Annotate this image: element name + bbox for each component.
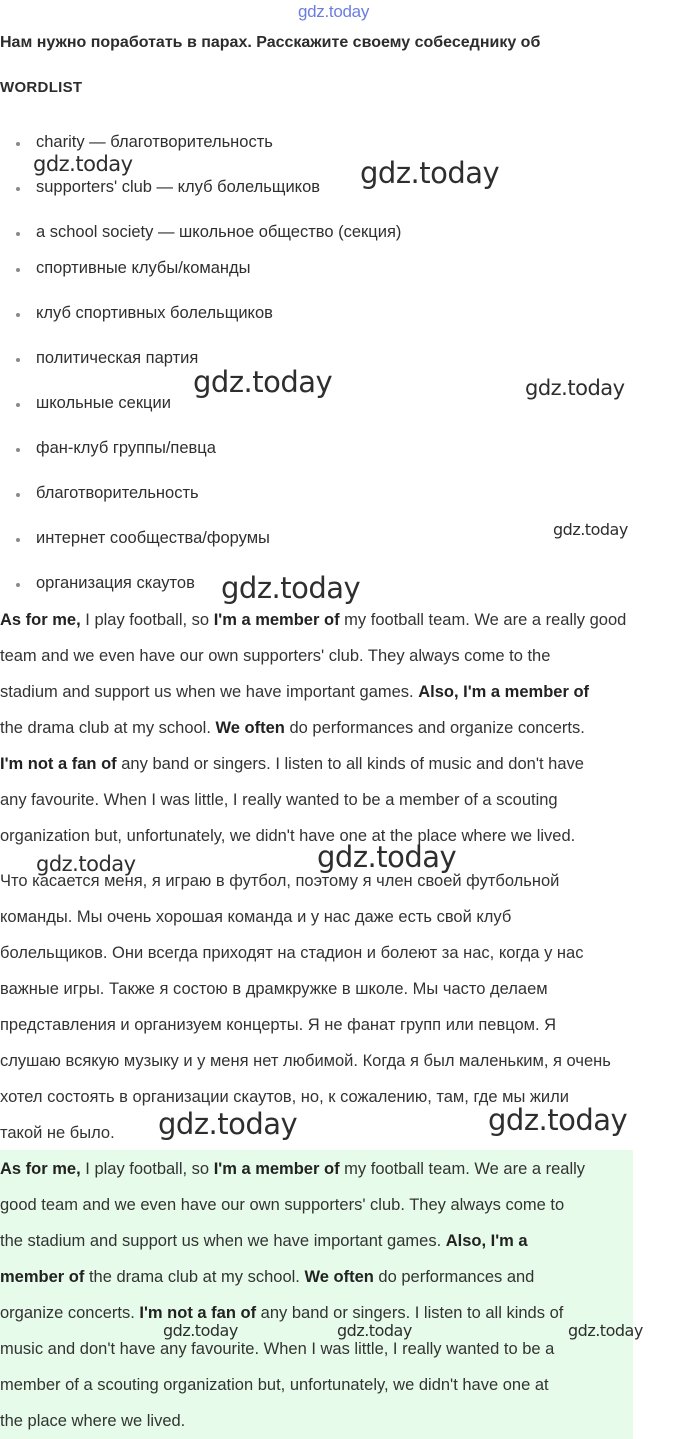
watermark: gdz.today — [36, 852, 136, 876]
bold-phrase: As for me, — [0, 1160, 81, 1178]
answer-line — [0, 1151, 633, 1187]
translation-line: слушаю всякую музыку и у меня нет любимой. Когда я был маленьким, я очень — [0, 1052, 611, 1070]
list-item-text: благотворительность — [36, 484, 199, 502]
bullet-icon — [16, 493, 20, 497]
answer-line — [0, 1259, 633, 1295]
text-run: my football team. We are a really — [339, 1160, 586, 1178]
watermark: gdz.today — [568, 1321, 643, 1340]
list-item-text: школьные секции — [36, 394, 171, 412]
answer-line — [0, 638, 680, 674]
watermark: gdz.today — [525, 376, 625, 400]
list-item-text: организация скаутов — [36, 574, 195, 592]
answer-line — [0, 782, 680, 818]
watermark: gdz.today — [163, 1321, 238, 1340]
answer-line — [0, 710, 680, 746]
watermark: gdz.today — [337, 1321, 412, 1340]
watermark: gdz.today — [360, 156, 500, 190]
text-run: I play football, so — [80, 611, 214, 629]
bullet-icon — [16, 448, 20, 452]
bold-phrase: We often — [215, 719, 285, 737]
watermark: gdz.today — [158, 1107, 298, 1141]
translation-line: представления и организуем концерты. Я не фанат групп или певцом. Я — [0, 1016, 557, 1034]
text-run: any band or singers. I listen to all kinds of — [256, 1304, 564, 1322]
answer-line — [0, 1331, 633, 1367]
translation-line: такой не было. — [0, 1124, 115, 1142]
list-item-text: интернет сообщества/форумы — [36, 529, 270, 547]
translation-line: хотел состоять в организации скаутов, но, к сожалению, там, где мы жили — [0, 1088, 569, 1106]
translation-line: команды. Мы очень хорошая команда и у нас даже есть свой клуб — [0, 908, 512, 926]
list-item-text: спортивные клубы/команды — [36, 259, 251, 277]
answer-line — [0, 746, 680, 782]
bullet-icon — [16, 313, 20, 317]
answer-line — [0, 1367, 633, 1403]
list-item-text: клуб спортивных болельщиков — [36, 304, 273, 322]
bold-phrase: I'm a member of — [213, 611, 340, 629]
bullet-icon — [16, 187, 20, 191]
bullet-icon — [16, 142, 20, 146]
text-run: do performances and — [373, 1268, 535, 1286]
watermark: gdz.today — [488, 1103, 628, 1137]
bold-phrase: I'm a member of — [213, 1160, 340, 1178]
answer-line — [0, 674, 680, 710]
text-run: organize concerts. — [0, 1304, 140, 1322]
watermark: gdz.today — [193, 365, 333, 399]
answer-line — [0, 602, 680, 638]
bullet-icon — [16, 268, 20, 272]
bullet-icon — [16, 538, 20, 542]
answer-line — [0, 1403, 633, 1439]
answer-line — [0, 1223, 633, 1259]
site-brand-logo[interactable]: gdz.today — [298, 2, 370, 21]
text-run: good team and we even have our own supporters' club. They always come to — [0, 1196, 565, 1214]
text-run: my football team. We are a really good — [339, 611, 627, 629]
highlighted-answer — [0, 1151, 633, 1439]
text-run: the drama club at my school. — [0, 719, 216, 737]
text-run: any band or singers. I listen to all kinds of music and don't have — [116, 755, 584, 773]
list-item-text: a school society — школьное общество (секция) — [36, 223, 402, 241]
text-run: stadium and support us when we have important games. — [0, 683, 419, 701]
text-run: team and we even have our own supporters' club. They always come to the — [0, 647, 551, 665]
translation-line: Что касается меня, я играю в футбол, поэтому я член своей футбольной — [0, 872, 560, 890]
answer-line — [0, 1295, 633, 1331]
text-run: I play football, so — [80, 1160, 214, 1178]
watermark: gdz.today — [553, 520, 628, 539]
bold-phrase: member of — [0, 1268, 85, 1286]
list-item-text: политическая партия — [36, 349, 199, 367]
answer-line — [0, 1187, 633, 1223]
text-run: any favourite. When I was little, I really wanted to be a member of a scouting — [0, 791, 558, 809]
text-run: music and don't have any favourite. When I was little, I really wanted to be a — [0, 1340, 555, 1358]
english-answer — [0, 602, 680, 854]
text-run: do performances and organize concerts. — [284, 719, 585, 737]
watermark: gdz.today — [221, 571, 361, 605]
text-run: the place where we lived. — [0, 1412, 186, 1430]
watermark: gdz.today — [33, 152, 133, 176]
bold-phrase: Also, I'm a — [445, 1232, 528, 1250]
list-item-text: фан-клуб группы/певца — [36, 439, 216, 457]
translation-line: важные игры. Также я состою в драмкружке в школе. Мы часто делаем — [0, 980, 548, 998]
translation-line: болельщиков. Они всегда приходят на стадион и болеют за нас, когда у нас — [0, 944, 584, 962]
task-title: Нам нужно поработать в парах. Расскажите своему собеседнику об — [0, 34, 541, 51]
bullet-icon — [16, 358, 20, 362]
bold-phrase: We often — [304, 1268, 374, 1286]
list-item-text: charity — благотворительность — [36, 133, 273, 151]
text-run: member of a scouting organization but, unfortunately, we didn't have one at — [0, 1376, 549, 1394]
bullet-icon — [16, 232, 20, 236]
bold-phrase: As for me, — [0, 611, 81, 629]
bullet-icon — [16, 403, 20, 407]
bullet-icon — [16, 583, 20, 587]
text-run: the stadium and support us when we have important games. — [0, 1232, 446, 1250]
bold-phrase: I'm not a fan of — [0, 755, 117, 773]
bold-phrase: Also, I'm a member of — [418, 683, 590, 701]
watermark: gdz.today — [317, 840, 457, 874]
text-run: organization but, unfortunately, we didn't have one at the place where we lived. — [0, 827, 576, 845]
bold-phrase: I'm not a fan of — [139, 1304, 257, 1322]
text-run: the drama club at my school. — [84, 1268, 305, 1286]
list-item-text: supporters' club — клуб болельщиков — [36, 178, 321, 196]
wordlist-heading: WORDLIST — [0, 79, 83, 96]
